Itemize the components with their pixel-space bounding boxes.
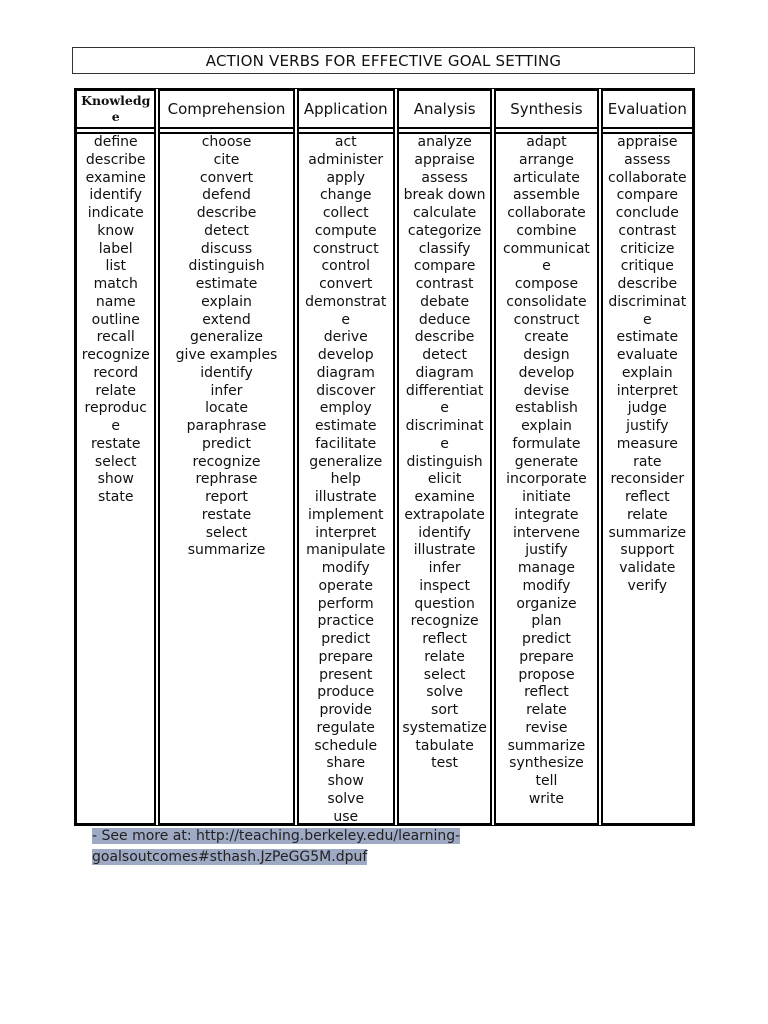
verb-cell: compare: [413, 258, 476, 275]
verb-cell: report: [205, 489, 248, 505]
verb-cell: modify: [321, 560, 370, 576]
verb-cell: recall: [96, 329, 135, 346]
verb-cell: modify: [522, 577, 571, 594]
verb-cell: develop: [518, 364, 575, 381]
verb-cell: plan: [531, 613, 562, 630]
verb-cell: collaborate: [507, 205, 586, 221]
verb-cell: describe: [196, 205, 257, 221]
verb-cell: collect: [322, 205, 369, 221]
verb-cell: assemble: [513, 187, 580, 204]
verb-cell: diagram: [316, 364, 375, 381]
verb-cell: match: [93, 276, 138, 292]
verb-cell: devise: [523, 382, 570, 399]
verb-cell: calculate: [412, 205, 477, 221]
verb-cell: administer: [308, 151, 384, 168]
verb-cell: predict: [321, 631, 371, 647]
verb-cell: distinguish: [406, 453, 483, 470]
verb-cell: e: [440, 435, 449, 452]
verb-cell: question: [414, 595, 475, 612]
column-body-comprehension: [160, 132, 292, 825]
verb-cell: discover: [316, 382, 376, 399]
verb-cell: design: [523, 347, 570, 363]
verb-cell: critique: [620, 258, 674, 275]
verb-cell: facilitate: [315, 435, 377, 452]
column-header-analysis: Analysis: [399, 89, 490, 129]
verb-cell: generalize: [309, 453, 383, 470]
column-header-comprehension: Comprehension: [160, 89, 292, 129]
verb-cell: interpret: [315, 524, 377, 541]
verb-cell: name: [95, 293, 136, 310]
verb-cell: restate: [90, 435, 141, 452]
verb-cell: reflect: [624, 489, 670, 505]
verb-cell: share: [326, 755, 366, 772]
verb-cell: relate: [95, 382, 137, 399]
column-header-evaluation: Evaluation: [603, 89, 692, 129]
column-synthesis: [494, 89, 598, 825]
verb-cell: relate: [626, 506, 668, 523]
verb-cell: relate: [526, 702, 567, 718]
verb-cell: classify: [418, 240, 471, 257]
verb-cell: measure: [616, 435, 678, 452]
verb-cell: apply: [326, 169, 365, 186]
column-body-synthesis: [496, 132, 596, 825]
verb-cell: tell: [535, 773, 558, 789]
verb-cell: extend: [202, 311, 251, 328]
verb-cell: infer: [210, 382, 243, 399]
verb-cell: list: [105, 258, 127, 275]
verb-cell: explain: [201, 293, 252, 310]
verb-cell: predict: [202, 435, 251, 452]
verb-cell: contrast: [415, 276, 474, 292]
verb-cell: construct: [513, 311, 580, 328]
verb-cell: tabulate: [415, 737, 474, 754]
verb-cell: differentiat: [405, 382, 484, 399]
verb-cell: select: [205, 524, 248, 541]
verb-cell: estimate: [195, 276, 258, 292]
verb-cell: develop: [317, 347, 374, 363]
verb-cell: select: [423, 666, 466, 683]
verb-cell: produce: [317, 684, 375, 701]
verb-cell: revise: [525, 719, 568, 736]
verb-cell: synthesize: [509, 755, 584, 772]
verb-cell: summarize: [608, 524, 687, 541]
verb-cell: e: [341, 311, 351, 328]
verb-cell: analyze: [417, 134, 472, 150]
verb-cell: indicate: [87, 205, 144, 221]
verb-cell: propose: [518, 666, 575, 683]
verb-cell: prepare: [519, 648, 574, 665]
verb-cell: convert: [319, 276, 373, 292]
verb-cell: organize: [516, 595, 577, 612]
verb-cell: know: [97, 222, 135, 239]
verb-cell: combine: [516, 222, 577, 239]
verb-cell: appraise: [414, 151, 475, 168]
verb-cell: estimate: [616, 329, 679, 346]
column-comprehension: [158, 89, 294, 825]
verb-cell: consolidate: [506, 293, 587, 310]
verb-cell: relate: [424, 648, 465, 665]
verb-cell: provide: [319, 702, 373, 718]
verb-cell: judge: [627, 400, 667, 417]
verb-cell: describe: [85, 151, 146, 168]
verb-cell: diagram: [415, 364, 474, 381]
verb-cell: control: [321, 258, 370, 275]
column-body-knowledge: [77, 132, 154, 825]
verb-cell: initiate: [522, 489, 571, 505]
verb-cell: sort: [431, 702, 459, 718]
verb-cell: generate: [514, 453, 579, 470]
verb-cell: write: [528, 790, 565, 807]
verb-cell: describe: [617, 276, 678, 292]
verb-cell: generalize: [189, 329, 264, 346]
verb-cell: schedule: [314, 737, 378, 754]
verb-cell: explain: [621, 364, 673, 381]
verb-cell: practice: [317, 613, 375, 630]
verb-cell: infer: [428, 560, 461, 576]
verb-cell: assess: [624, 151, 671, 168]
action-verbs-table: [74, 88, 695, 826]
verb-cell: convert: [199, 169, 254, 186]
verb-cell: discuss: [200, 240, 253, 257]
verb-cell: construct: [312, 240, 379, 257]
verb-cell: solve: [426, 684, 463, 701]
verb-cell: compare: [616, 187, 679, 204]
verb-cell: derive: [323, 329, 368, 346]
verb-cell: create: [524, 329, 569, 346]
verb-cell: reconsider: [610, 471, 685, 488]
verb-cell: discriminat: [405, 418, 484, 434]
verb-cell: show: [97, 471, 134, 488]
column-knowledge: [75, 89, 156, 825]
verb-cell: describe: [414, 329, 475, 346]
verb-cell: label: [98, 240, 133, 257]
verb-cell: help: [330, 471, 361, 488]
verb-cell: communicat: [502, 240, 590, 257]
verb-cell: break down: [403, 187, 486, 204]
verb-cell: locate: [205, 400, 248, 417]
verb-cell: show: [327, 773, 364, 789]
verb-cell: adapt: [526, 134, 567, 150]
column-header-synthesis: Synthesis: [496, 89, 596, 129]
verb-cell: change: [319, 187, 372, 204]
verb-cell: criticize: [620, 240, 675, 257]
verb-cell: detect: [204, 222, 249, 239]
verb-cell: inspect: [419, 577, 470, 594]
verb-cell: formulate: [512, 435, 581, 452]
verb-cell: evaluate: [616, 347, 678, 363]
verb-cell: identify: [418, 524, 471, 541]
verb-cell: intervene: [512, 524, 580, 541]
column-body-application: [299, 132, 393, 825]
verb-cell: examine: [414, 489, 475, 505]
verb-cell: solve: [327, 790, 365, 807]
verb-cell: examine: [85, 169, 146, 186]
column-header-knowledge: Knowledge: [77, 89, 154, 129]
verb-cell: manipulate: [306, 542, 386, 559]
verb-cell: perform: [317, 595, 374, 612]
verb-cell: interpret: [616, 382, 678, 399]
verb-cell: e: [542, 258, 551, 275]
verb-cell: identify: [200, 364, 253, 381]
verb-cell: test: [431, 755, 459, 772]
verb-cell: demonstrat: [305, 293, 387, 310]
column-application: [297, 89, 395, 825]
verb-cell: state: [98, 489, 134, 505]
verb-cell: deduce: [418, 311, 471, 328]
verb-cell: manage: [517, 560, 576, 576]
verb-cell: justify: [525, 542, 568, 559]
column-body-evaluation: [603, 132, 692, 825]
verb-cell: reproduc: [84, 400, 147, 417]
verb-cell: e: [111, 418, 121, 434]
verb-cell: predict: [521, 631, 571, 647]
verb-cell: assess: [421, 169, 468, 186]
verb-cell: reflect: [422, 631, 467, 647]
verb-cell: validate: [619, 560, 676, 576]
verb-cell: present: [319, 666, 373, 683]
verb-cell: contrast: [618, 222, 677, 239]
verb-cell: arrange: [519, 151, 574, 168]
verb-cell: e: [642, 311, 652, 328]
verb-cell: defend: [202, 187, 251, 204]
verb-cell: recognize: [410, 613, 479, 630]
verb-cell: justify: [626, 418, 669, 434]
verb-cell: record: [93, 364, 139, 381]
verb-cell: select: [94, 453, 137, 470]
verb-cell: summarize: [187, 542, 266, 559]
verb-cell: elicit: [427, 471, 462, 488]
verb-cell: use: [333, 808, 359, 825]
verb-cell: restate: [201, 506, 252, 523]
verb-cell: compute: [314, 222, 377, 239]
verb-cell: rephrase: [195, 471, 258, 488]
column-evaluation: [601, 89, 694, 825]
verb-cell: give examples: [175, 347, 278, 363]
verb-cell: identify: [89, 187, 143, 204]
page-title: ACTION VERBS FOR EFFECTIVE GOAL SETTING: [72, 47, 695, 74]
verb-cell: establish: [515, 400, 578, 417]
verb-cell: incorporate: [506, 471, 587, 488]
verb-cell: conclude: [615, 205, 679, 221]
verb-cell: verify: [627, 577, 668, 594]
verb-cell: collaborate: [608, 169, 687, 186]
verb-cell: act: [334, 134, 357, 150]
verb-cell: extrapolate: [404, 506, 485, 523]
verb-cell: appraise: [617, 134, 678, 150]
verb-cell: detect: [422, 347, 467, 363]
verb-cell: regulate: [316, 719, 375, 736]
verb-cell: recognize: [81, 347, 150, 363]
source-link-note[interactable]: [92, 826, 522, 868]
verb-cell: reflect: [524, 684, 569, 701]
verb-cell: employ: [319, 400, 372, 417]
verb-cell: summarize: [507, 737, 586, 754]
verb-cell: illustrate: [314, 489, 377, 505]
verb-cell: categorize: [407, 222, 482, 239]
verb-cell: implement: [307, 506, 384, 523]
verb-cell: e: [440, 400, 449, 417]
verb-cell: outline: [91, 311, 140, 328]
verb-cell: illustrate: [413, 542, 476, 559]
verb-cell: compose: [514, 276, 579, 292]
verb-cell: debate: [420, 293, 470, 310]
verb-cell: paraphrase: [186, 418, 267, 434]
verb-cell: estimate: [314, 418, 377, 434]
verb-cell: recognize: [192, 453, 261, 470]
verb-cell: define: [93, 134, 138, 150]
verb-cell: systematize: [402, 719, 487, 736]
verb-cell: rate: [633, 453, 662, 470]
verb-cell: explain: [521, 418, 572, 434]
verb-cell: articulate: [513, 169, 580, 186]
column-analysis: [397, 89, 492, 825]
verb-cell: operate: [318, 577, 373, 594]
column-header-application: Application: [299, 89, 393, 129]
verb-cell: cite: [213, 151, 240, 168]
verb-cell: choose: [201, 134, 252, 150]
verb-cell: prepare: [318, 648, 373, 665]
verb-cell: discriminat: [608, 293, 687, 310]
verb-cell: integrate: [514, 506, 579, 523]
verb-cell: support: [620, 542, 675, 559]
verb-cell: distinguish: [188, 258, 265, 275]
source-link-text[interactable]: - See more at: http://teaching.berkeley.edu/learning-goalsoutcomes#sthash.JzPeGG5M.dpuf: [92, 828, 461, 865]
column-body-analysis: [399, 132, 490, 825]
